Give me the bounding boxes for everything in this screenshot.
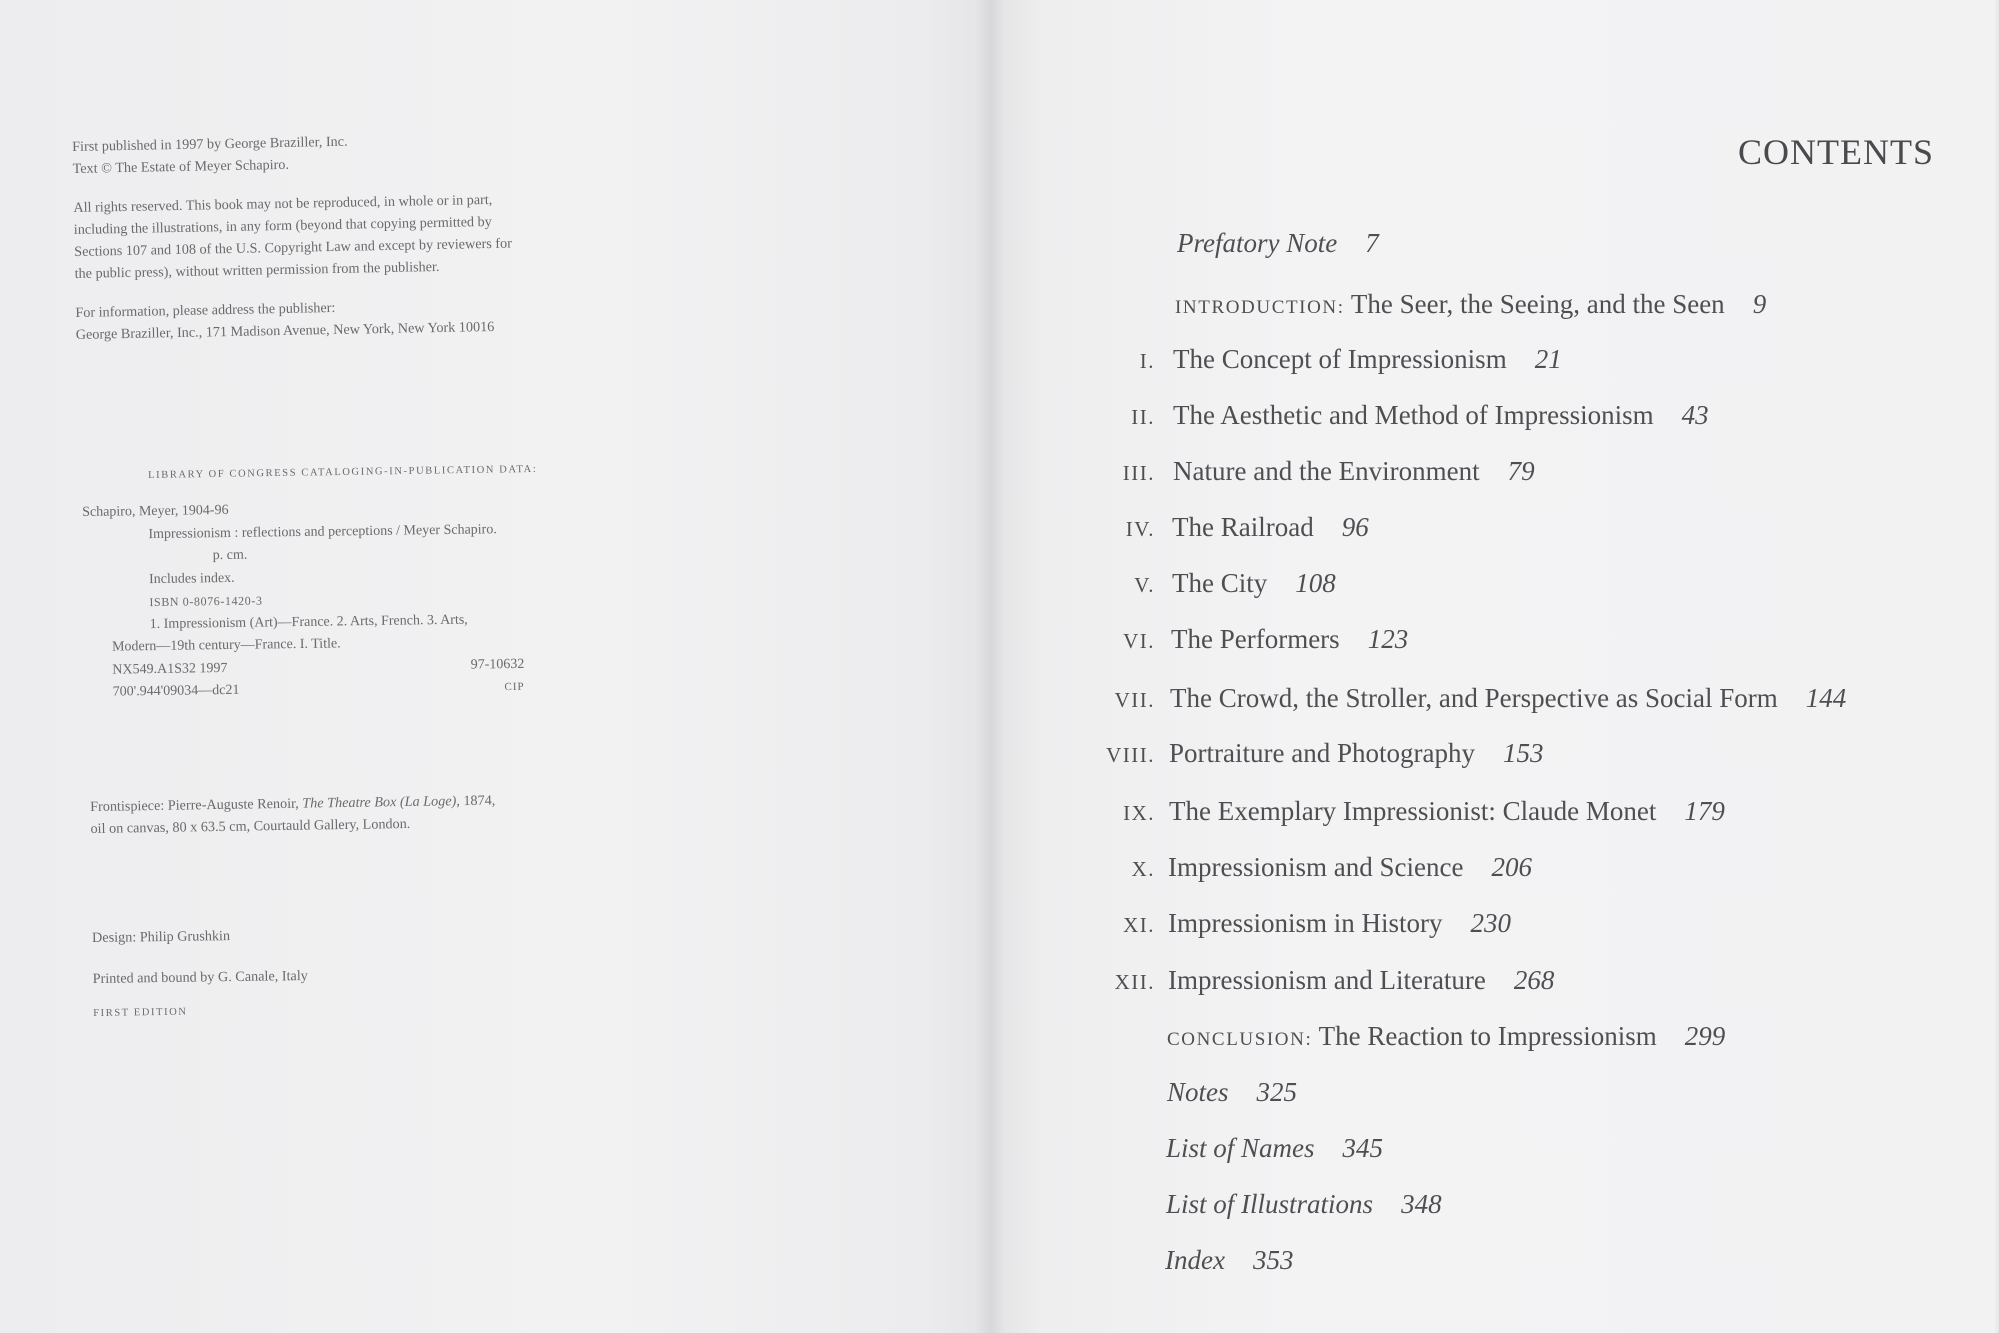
design-credit: Design: Philip Grushkin	[92, 928, 231, 946]
toc-item-number: I.	[1139, 349, 1155, 373]
toc-item-chapter-10[interactable]	[1131, 852, 1532, 883]
toc-item-prefatory-note[interactable]	[1177, 228, 1379, 259]
toc-item-page: 345	[1342, 1133, 1384, 1163]
toc-item-title: The Exemplary Impressionist: Claude Monet	[1169, 796, 1657, 826]
copyright-line: Text © The Estate of Meyer Schapiro.	[72, 156, 290, 177]
toc-item-title: Portraiture and Photography	[1169, 738, 1475, 768]
toc-item-number: VIII.	[1106, 743, 1155, 767]
toc-item-notes[interactable]	[1167, 1077, 1297, 1108]
toc-item-number: VI.	[1123, 629, 1155, 653]
toc-item-number: XI.	[1123, 913, 1155, 937]
toc-item-list-of-illustrations[interactable]	[1166, 1189, 1442, 1220]
cip-isbn: ISBN 0-8076-1420-3	[149, 593, 263, 610]
printer-credit: Printed and bound by G. Canale, Italy	[92, 967, 308, 987]
copyright-line: First published in 1997 by George Braziller, Inc.	[72, 133, 348, 155]
cip-pcm: p. cm.	[212, 547, 248, 564]
toc-item-title: List of Names	[1166, 1133, 1315, 1163]
toc-item-conclusion[interactable]	[1167, 1021, 1725, 1052]
toc-item-title: The Seer, the Seeing, and the Seen	[1350, 289, 1725, 319]
toc-item-page: 206	[1491, 852, 1532, 882]
toc-item-lead: INTRODUCTION:	[1175, 297, 1345, 318]
toc-item-chapter-12[interactable]	[1114, 965, 1555, 996]
frontispiece-prefix: Frontispiece: Pierre-Auguste Renoir,	[90, 795, 303, 815]
cip-title: Impressionism : reflections and perceptions / Meyer Schapiro.	[148, 521, 497, 542]
toc-item-page: 7	[1365, 228, 1379, 258]
toc-item-title: The Aesthetic and Method of Impressionism	[1173, 400, 1654, 430]
cip-heading: LIBRARY OF CONGRESS CATALOGING-IN-PUBLICATION DATA:	[148, 463, 538, 481]
toc-item-title: Impressionism in History	[1168, 908, 1443, 938]
toc-item-title: Nature and the Environment	[1173, 456, 1480, 486]
toc-item-chapter-3[interactable]	[1122, 456, 1535, 487]
toc-item-lead: CONCLUSION:	[1167, 1029, 1313, 1050]
copyright-line: Sections 107 and 108 of the U.S. Copyright Law and except by reviewers for	[74, 235, 513, 260]
toc-item-page: 179	[1684, 796, 1725, 826]
artwork-title: The Theatre Box (La Loge)	[302, 793, 457, 812]
edition-label: FIRST EDITION	[93, 1006, 188, 1019]
toc-item-title: The Concept of Impressionism	[1173, 344, 1507, 374]
toc-item-number: VII.	[1114, 688, 1155, 712]
copyright-line: All rights reserved. This book may not be reproduced, in whole or in part,	[73, 191, 493, 216]
toc-item-introduction[interactable]	[1175, 289, 1766, 320]
cip-subjects-cont: Modern—19th century—France. I. Title.	[111, 636, 341, 655]
toc-item-page: 353	[1252, 1245, 1294, 1275]
toc-item-title: Notes	[1167, 1077, 1229, 1107]
cip-dewey: 700'.944'09034—dc21	[112, 682, 240, 700]
cip-label: CIP	[504, 680, 525, 694]
toc-item-list-of-names[interactable]	[1166, 1133, 1383, 1164]
toc-item-title: Impressionism and Literature	[1168, 965, 1486, 995]
toc-item-page: 299	[1684, 1021, 1726, 1051]
toc-item-title: The City	[1172, 568, 1268, 598]
toc-item-title: The Railroad	[1172, 512, 1314, 542]
copyright-line: For information, please address the publisher:	[75, 299, 336, 321]
toc-item-number: XII.	[1114, 970, 1155, 994]
toc-item-page: 108	[1295, 568, 1336, 598]
toc-item-chapter-5[interactable]	[1134, 568, 1336, 599]
cip-index: Includes index.	[148, 570, 235, 587]
toc-item-page: 9	[1752, 289, 1767, 319]
toc-item-number: II.	[1131, 405, 1155, 429]
toc-item-page: 144	[1805, 683, 1847, 713]
toc-item-title: List of Illustrations	[1166, 1189, 1374, 1219]
toc-item-page: 153	[1502, 738, 1544, 768]
cip-lccn: 97-10632	[470, 656, 525, 673]
toc-item-title: The Crowd, the Stroller, and Perspective as Social Form	[1170, 683, 1778, 713]
toc-item-page: 123	[1367, 624, 1409, 654]
toc-item-number: IX.	[1123, 801, 1155, 825]
toc-item-title: The Reaction to Impressionism	[1318, 1021, 1657, 1051]
cip-call-number: NX549.A1S32 1997	[112, 660, 228, 678]
contents-title: CONTENTS	[1738, 132, 1934, 172]
toc-item-chapter-7[interactable]	[1114, 683, 1847, 714]
toc-item-page: 21	[1534, 344, 1562, 374]
frontispiece-suffix: , 1874,	[456, 792, 496, 810]
copyright-line: including the illustrations, in any form (beyond that copying permitted by	[73, 213, 492, 238]
toc-item-page: 79	[1507, 456, 1535, 486]
toc-item-number: III.	[1122, 461, 1155, 485]
toc-item-chapter-8[interactable]	[1106, 738, 1544, 769]
toc-item-page: 348	[1401, 1189, 1442, 1219]
frontispiece-medium: oil on canvas, 80 x 63.5 cm, Courtauld Gallery, London.	[90, 815, 411, 837]
toc-item-title: Impressionism and Science	[1168, 852, 1464, 882]
copyright-line: George Braziller, Inc., 171 Madison Avenue, New York, New York 10016	[75, 318, 495, 343]
cip-subjects: 1. Impressionism (Art)—France. 2. Arts, French. 3. Arts,	[149, 612, 468, 632]
toc-item-chapter-6[interactable]	[1123, 624, 1409, 655]
toc-item-chapter-4[interactable]	[1125, 512, 1369, 543]
toc-item-page: 268	[1513, 965, 1555, 995]
toc-item-number: V.	[1134, 573, 1155, 597]
toc-item-chapter-11[interactable]	[1123, 908, 1511, 939]
toc-item-chapter-9[interactable]	[1123, 796, 1725, 827]
toc-item-title: Prefatory Note	[1177, 228, 1338, 258]
toc-item-page: 325	[1256, 1077, 1298, 1107]
toc-item-chapter-1[interactable]	[1139, 344, 1562, 375]
toc-item-chapter-2[interactable]	[1131, 400, 1709, 431]
toc-item-page: 96	[1341, 512, 1369, 542]
toc-item-number: IV.	[1125, 517, 1155, 541]
toc-item-page: 43	[1681, 400, 1709, 430]
toc-item-page: 230	[1470, 908, 1511, 938]
toc-item-number: X.	[1131, 857, 1155, 881]
cip-author: Schapiro, Meyer, 1904-96	[82, 502, 229, 520]
toc-item-index[interactable]	[1165, 1245, 1293, 1276]
copyright-line: the public press), without written permission from the publisher.	[74, 258, 440, 282]
toc-item-title: The Performers	[1171, 624, 1340, 654]
toc-item-title: Index	[1165, 1245, 1225, 1275]
